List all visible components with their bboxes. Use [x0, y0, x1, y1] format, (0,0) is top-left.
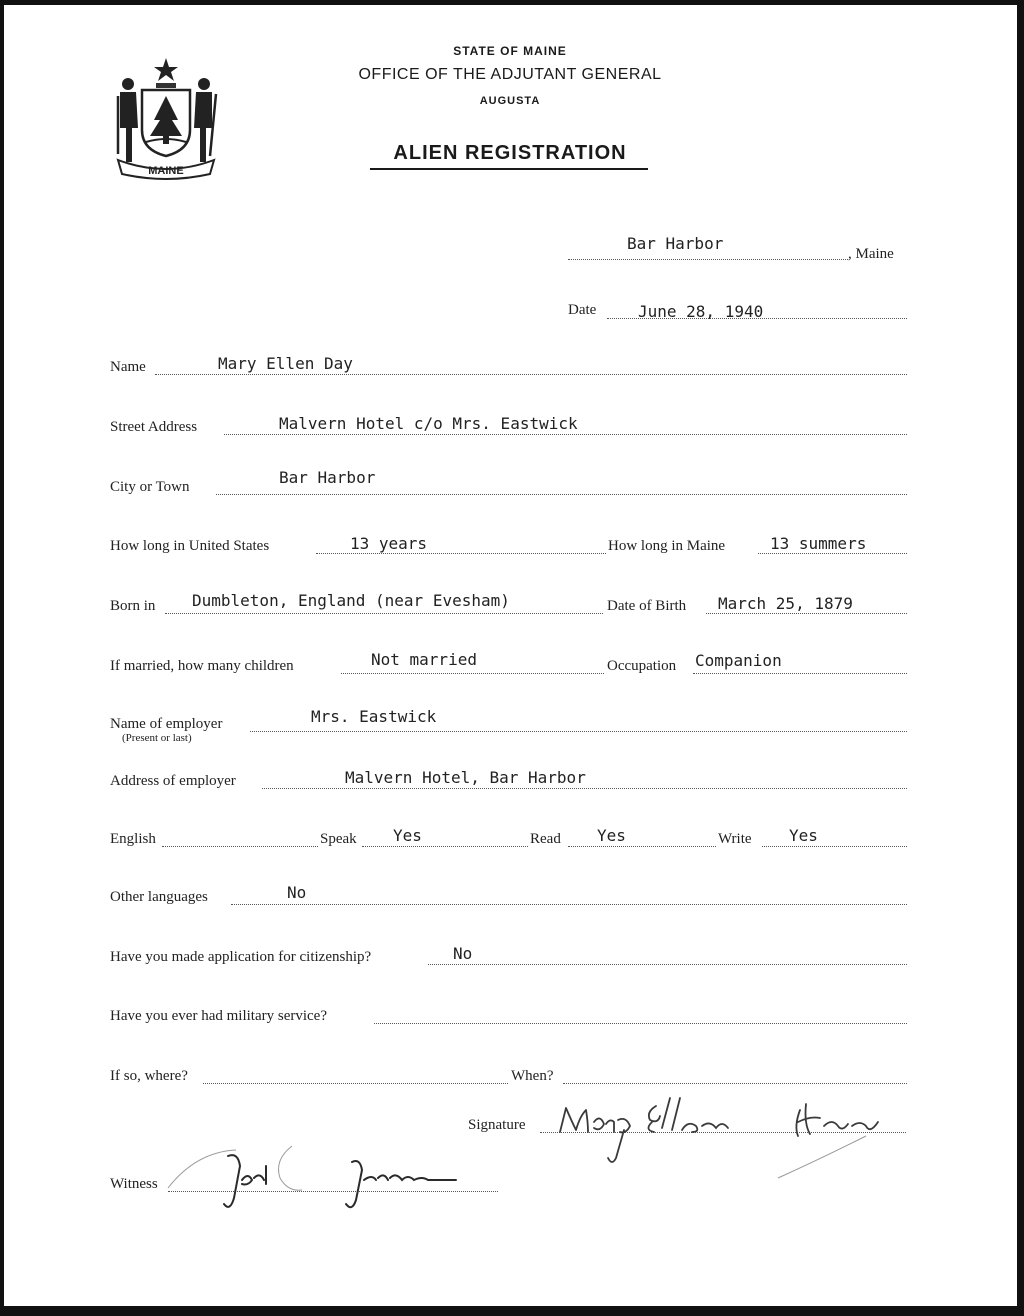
scan-border-bottom	[0, 1306, 1024, 1316]
signature-label: Signature	[468, 1117, 526, 1133]
place-line	[568, 259, 848, 260]
header-state: STATE OF MAINE	[453, 44, 567, 58]
header-city: AUGUSTA	[479, 95, 541, 107]
seal-banner-text: MAINE	[148, 165, 184, 177]
employer-value[interactable]: Mrs. Eastwick	[311, 707, 437, 726]
occupation-line	[693, 673, 907, 674]
military-label: Have you ever had military service?	[110, 1008, 327, 1024]
employer-address-line	[262, 788, 907, 789]
employer-line	[250, 731, 907, 732]
maine-seal-icon	[112, 56, 220, 182]
occupation-label: Occupation	[607, 658, 677, 674]
read-label: Read	[530, 831, 561, 847]
english-line	[162, 846, 318, 847]
write-value[interactable]: Yes	[789, 826, 818, 845]
read-line	[568, 846, 716, 847]
employer-address-label: Address of employer	[110, 773, 236, 789]
other-languages-value[interactable]: No	[287, 883, 307, 902]
name-line	[155, 374, 907, 375]
maine-years-line	[758, 553, 907, 554]
children-label: If married, how many children	[110, 658, 294, 674]
when-line	[563, 1083, 907, 1084]
city-value[interactable]: Bar Harbor	[279, 468, 376, 487]
born-label: Born in	[110, 598, 156, 614]
speak-value[interactable]: Yes	[393, 826, 422, 845]
employer-address-value[interactable]: Malvern Hotel, Bar Harbor	[345, 768, 586, 787]
write-line	[762, 846, 907, 847]
speak-label: Speak	[320, 831, 357, 847]
date-value[interactable]: June 28, 1940	[638, 302, 764, 321]
born-value[interactable]: Dumbleton, England (near Evesham)	[192, 591, 510, 610]
city-line	[216, 494, 907, 495]
street-label: Street Address	[110, 419, 198, 435]
place-suffix: , Maine	[848, 246, 894, 262]
title-underline	[370, 168, 648, 170]
speak-line	[362, 846, 528, 847]
us-years-line	[316, 553, 606, 554]
other-languages-label: Other languages	[110, 889, 208, 905]
employer-sublabel: (Present or last)	[122, 732, 192, 744]
scan-border-left	[0, 0, 4, 1316]
write-label: Write	[718, 831, 752, 847]
scan-border-right	[1017, 0, 1024, 1316]
dob-label: Date of Birth	[607, 598, 687, 614]
where-label: If so, where?	[110, 1068, 188, 1084]
signature-handwriting[interactable]	[548, 1086, 908, 1186]
english-label: English	[110, 831, 156, 847]
read-value[interactable]: Yes	[597, 826, 626, 845]
occupation-value[interactable]: Companion	[695, 651, 782, 670]
date-label: Date	[568, 302, 597, 318]
other-languages-line	[231, 904, 907, 905]
military-line	[374, 1023, 907, 1024]
place-value[interactable]: Bar Harbor	[627, 234, 724, 253]
us-years-value[interactable]: 13 years	[350, 534, 428, 553]
born-line	[165, 613, 603, 614]
when-label: When?	[511, 1068, 554, 1084]
scan-border-top	[0, 0, 1024, 5]
citizenship-label: Have you made application for citizenship?	[110, 949, 372, 965]
name-label: Name	[110, 359, 146, 375]
children-line	[341, 673, 604, 674]
street-line	[224, 434, 907, 435]
maine-years-label: How long in Maine	[608, 538, 726, 554]
witness-signature-handwriting[interactable]	[156, 1132, 486, 1222]
name-value[interactable]: Mary Ellen Day	[218, 354, 353, 373]
form-title: ALIEN REGISTRATION	[393, 142, 627, 164]
children-value[interactable]: Not married	[371, 650, 477, 669]
us-years-label: How long in United States	[110, 538, 270, 554]
street-value[interactable]: Malvern Hotel c/o Mrs. Eastwick	[279, 414, 578, 433]
city-label: City or Town	[110, 479, 190, 495]
dob-value[interactable]: March 25, 1879	[718, 594, 853, 613]
citizenship-value[interactable]: No	[453, 944, 473, 963]
dob-line	[706, 613, 907, 614]
citizenship-line	[428, 964, 907, 965]
where-line	[203, 1083, 508, 1084]
maine-years-value[interactable]: 13 summers	[770, 534, 867, 553]
header-office: OFFICE OF THE ADJUTANT GENERAL	[358, 66, 662, 83]
witness-label: Witness	[110, 1176, 158, 1192]
employer-label: Name of employer	[110, 716, 223, 732]
